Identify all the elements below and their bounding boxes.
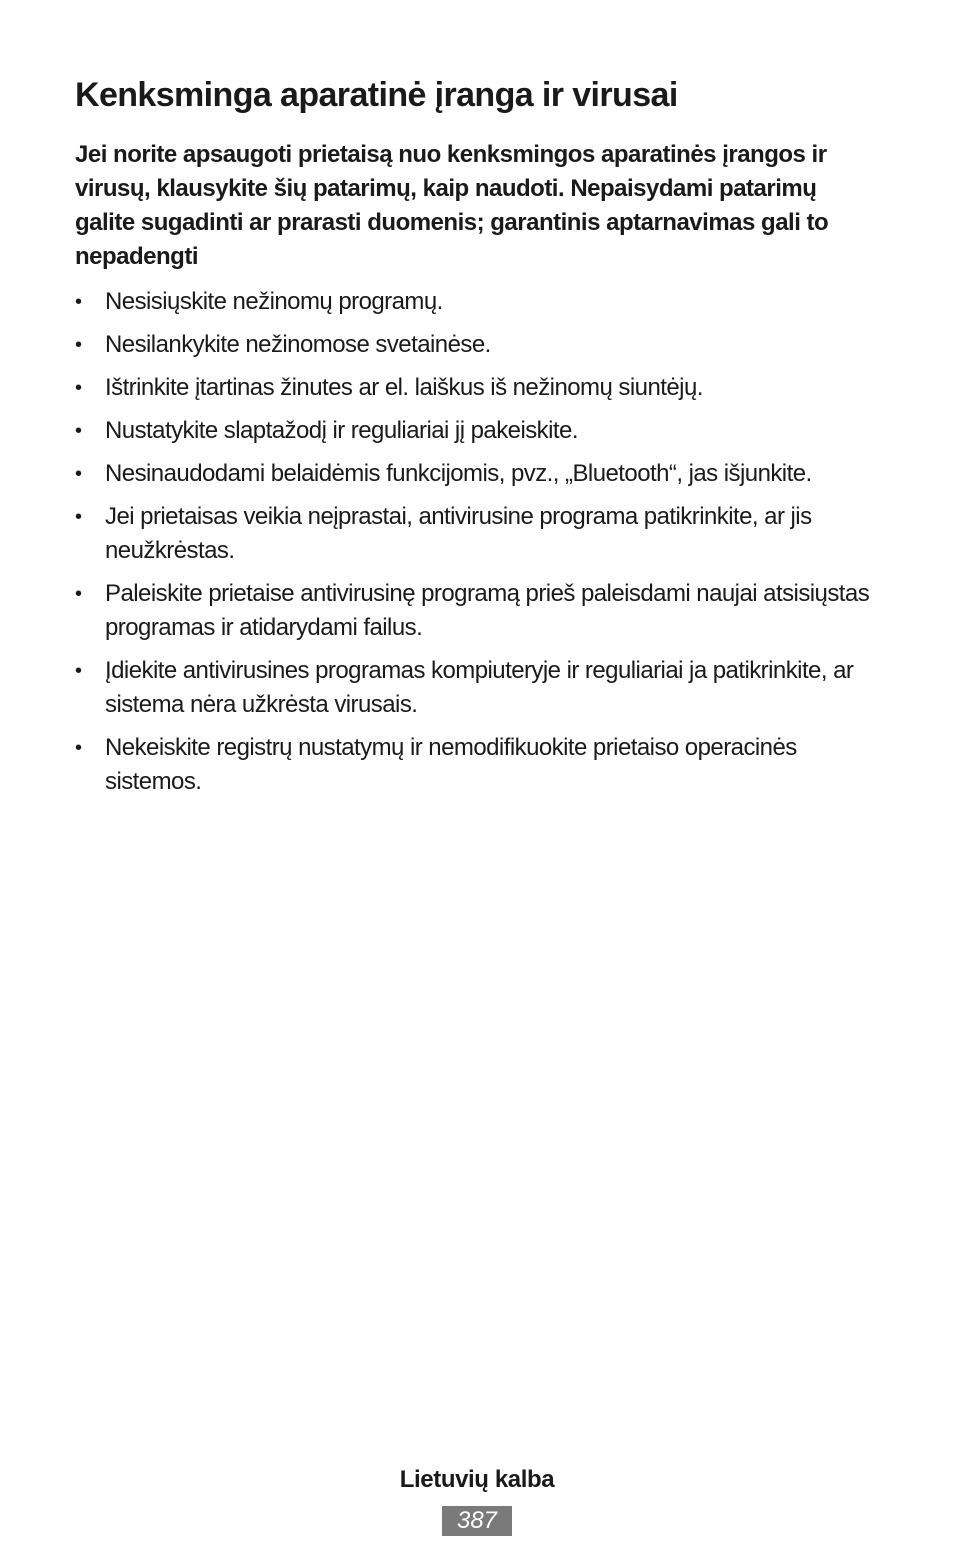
intro-paragraph: Jei norite apsaugoti prietaisą nuo kenksmingos aparatinės įrangos ir virusų, klausykite šių patarimų, kaip naudoti. Nepaisydami patarimų galite sugadinti ar prarasti duomenis; garantinis aptarnavimas gali to nepadengti	[75, 141, 829, 270]
bullet-icon: •	[75, 463, 82, 485]
bullet-icon: •	[75, 506, 82, 528]
list-item	[75, 285, 880, 319]
list-item	[75, 731, 880, 799]
bullet-icon: •	[75, 291, 82, 313]
tip-text: Įdiekite antivirusines programas kompiuteryje ir reguliariai ja patikrinkite, ar sistema nėra užkrėsta virusais.	[105, 657, 854, 718]
bullet-icon: •	[75, 334, 82, 356]
tip-text: Nesinaudodami belaidėmis funkcijomis, pvz., „Bluetooth“, jas išjunkite.	[105, 460, 812, 487]
tip-text: Nekeiskite registrų nustatymų ir nemodifikuokite prietaiso operacinės sistemos.	[105, 734, 797, 795]
bullet-icon: •	[75, 660, 82, 682]
list-item	[75, 500, 880, 568]
page-number: 387	[442, 1506, 512, 1536]
bullet-icon: •	[75, 583, 82, 605]
bullet-icon: •	[75, 377, 82, 399]
bullet-icon: •	[75, 737, 82, 759]
footer-language: Lietuvių kalba	[399, 1466, 555, 1493]
tip-text: Jei prietaisas veikia neįprastai, antivirusine programa patikrinkite, ar jis neužkrėstas.	[105, 503, 812, 564]
list-item	[75, 457, 880, 491]
list-item	[75, 654, 880, 722]
list-item	[75, 371, 880, 405]
tips-list	[75, 285, 880, 808]
tip-text: Nesilankykite nežinomose svetainėse.	[105, 331, 491, 358]
tip-text: Nesisiųskite nežinomų programų.	[105, 288, 443, 315]
tip-text: Nustatykite slaptažodį ir reguliariai jį pakeiskite.	[105, 417, 578, 444]
page-title: Kenksminga aparatinė įranga ir virusai	[75, 76, 678, 114]
list-item	[75, 328, 880, 362]
tip-text: Ištrinkite įtartinas žinutes ar el. laiškus iš nežinomų siuntėjų.	[105, 374, 703, 401]
list-item	[75, 577, 880, 645]
list-item	[75, 414, 880, 448]
tip-text: Paleiskite prietaise antivirusinę programą prieš paleisdami naujai atsisiųstas programas ir atidarydami failus.	[105, 580, 870, 641]
bullet-icon: •	[75, 420, 82, 442]
